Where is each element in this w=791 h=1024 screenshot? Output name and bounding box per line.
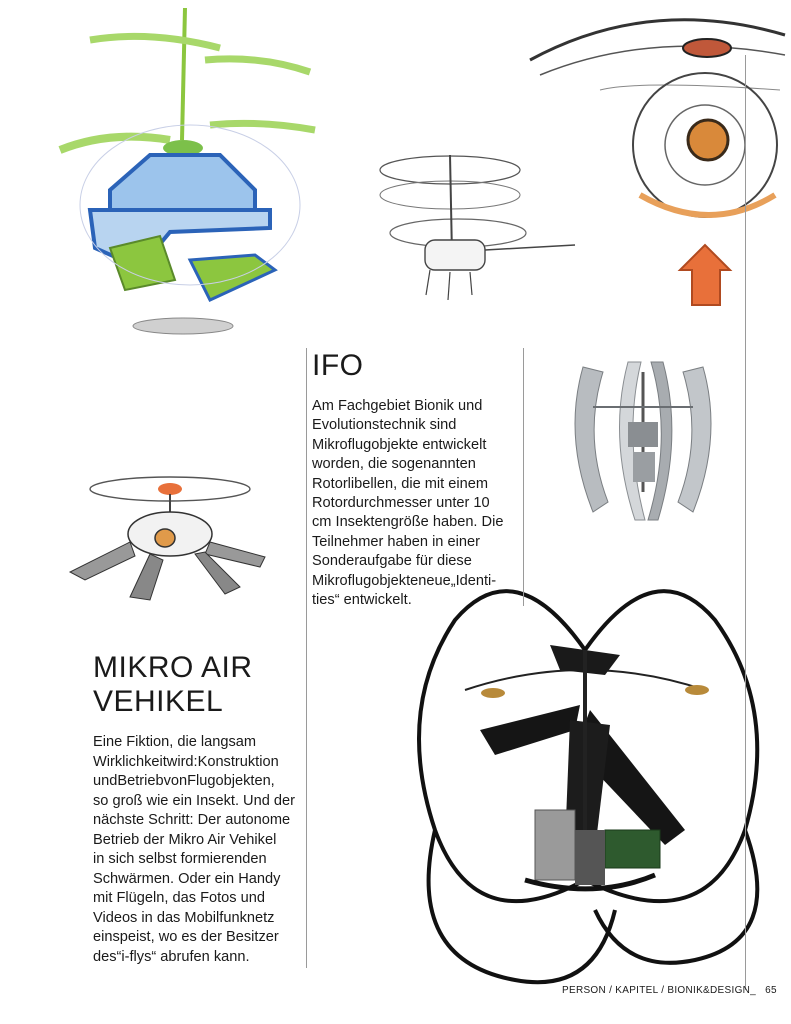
sketch-blue-green-drone <box>40 0 380 340</box>
sketch-eye-arrow <box>520 0 790 310</box>
page-number: 65 <box>765 985 777 996</box>
photo-micro-helicopter <box>395 580 790 1000</box>
column-rule-right <box>745 55 746 990</box>
running-head: PERSON / KAPITEL / BIONIK&DESIGN_ <box>562 985 757 996</box>
running-footer <box>562 985 777 996</box>
mikro-heading <box>93 651 253 719</box>
mikro-body-text: Eine Fiktion, die langsam Wirklichkeitwird:Konstruktion undBetriebvonFlugobjekten, so groß wie ein Insekt. Und der nächste Schritt: Der autonome Betrieb der Mikro Air Vehikel in sich selbst formierenden Schwärmen. Oder ein Handy mit Flügeln, das Fotos und Videos in das Mobilfunknetz einspeist, wo es der Besitzer des“i-flys“ abrufen kann. <box>93 734 295 965</box>
mikro-heading-line-1: MIKRO AIR <box>93 651 253 684</box>
ifo-body-text: Am Fachgebiet Bionik und Evolutionstechnik sind Mikroflugobjekte entwickelt worden, die sogenannten Rotorlibellen, die mit einem Rotordurchmesser unter 10 cm Insektengröße haben. Die Teilnehmer haben in einer Sonderaufgabe für diese Mikroflugobjekteneue„Identi- ties“ entwickelt. <box>312 398 504 609</box>
mikro-heading-line-2: VEHIKEL <box>93 685 224 718</box>
ifo-heading: IFO <box>312 349 364 382</box>
sketch-saucer-drone <box>55 472 285 612</box>
render-cage-rotor <box>563 352 723 527</box>
